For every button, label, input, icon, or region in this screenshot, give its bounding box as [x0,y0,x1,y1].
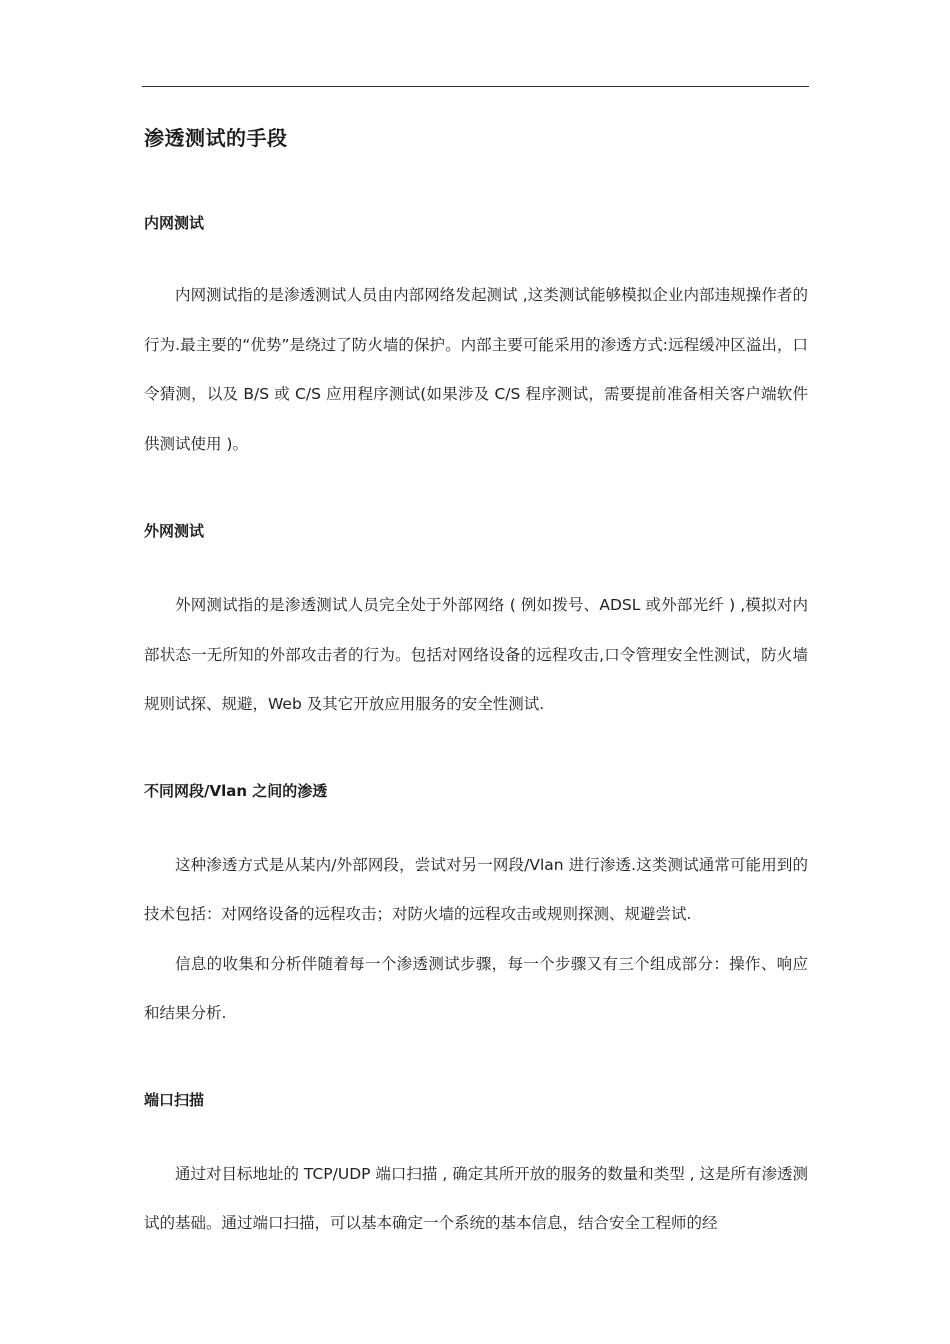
section-heading-vlan-penetration: 不同网段/Vlan 之间的渗透 [144,781,328,800]
section-heading-extranet-test: 外网测试 [144,522,205,540]
document-title: 渗透测试的手段 [144,126,288,150]
paragraph-extranet-test: 外网测试指的是渗透测试人员完全处于外部网络 ( 例如拨号、ADSL 或外部光纤 ) ,模拟对内部状态一无所知的外部攻击者的行为。包括对网络设备的远程攻击,口令管理安全性测试，防火墙规则试探、规避，Web 及其它开放应用服务的安全性测试. [144,596,808,713]
paragraph-information-analysis: 信息的收集和分析伴随着每一个渗透测试步骤，每一个步骤又有三个组成部分：操作、响应和结果分析. [144,954,808,1022]
section-heading-port-scan: 端口扫描 [144,1090,205,1109]
header-rule [142,86,809,87]
paragraph-intranet-test: 内网测试指的是渗透测试人员由内部网络发起测试 ,这类测试能够模拟企业内部违规操作者的行为.最主要的“优势”是绕过了防火墙的保护。内部主要可能采用的渗透方式:远程缓冲区溢出，口令猜测，以及 B/S 或 C/S 应用程序测试(如果涉及 C/S 程序测试，需要提前准备相关客户端软件供测试使用 )。 [144,286,808,453]
section-heading-intranet-test: 内网测试 [144,214,205,232]
paragraph-vlan-penetration: 这种渗透方式是从某内/外部网段，尝试对另一网段/Vlan 进行渗透.这类测试通常可能用到的技术包括：对网络设备的远程攻击；对防火墙的远程攻击或规则探测、规避尝试. [144,855,808,923]
paragraph-port-scan: 通过对目标地址的 TCP/UDP 端口扫描 , 确定其所开放的服务的数量和类型 , 这是所有渗透测试的基础。通过端口扫描，可以基本确定一个系统的基本信息，结合安全工程师的经 [144,1164,808,1232]
document-body [144,118,808,1249]
